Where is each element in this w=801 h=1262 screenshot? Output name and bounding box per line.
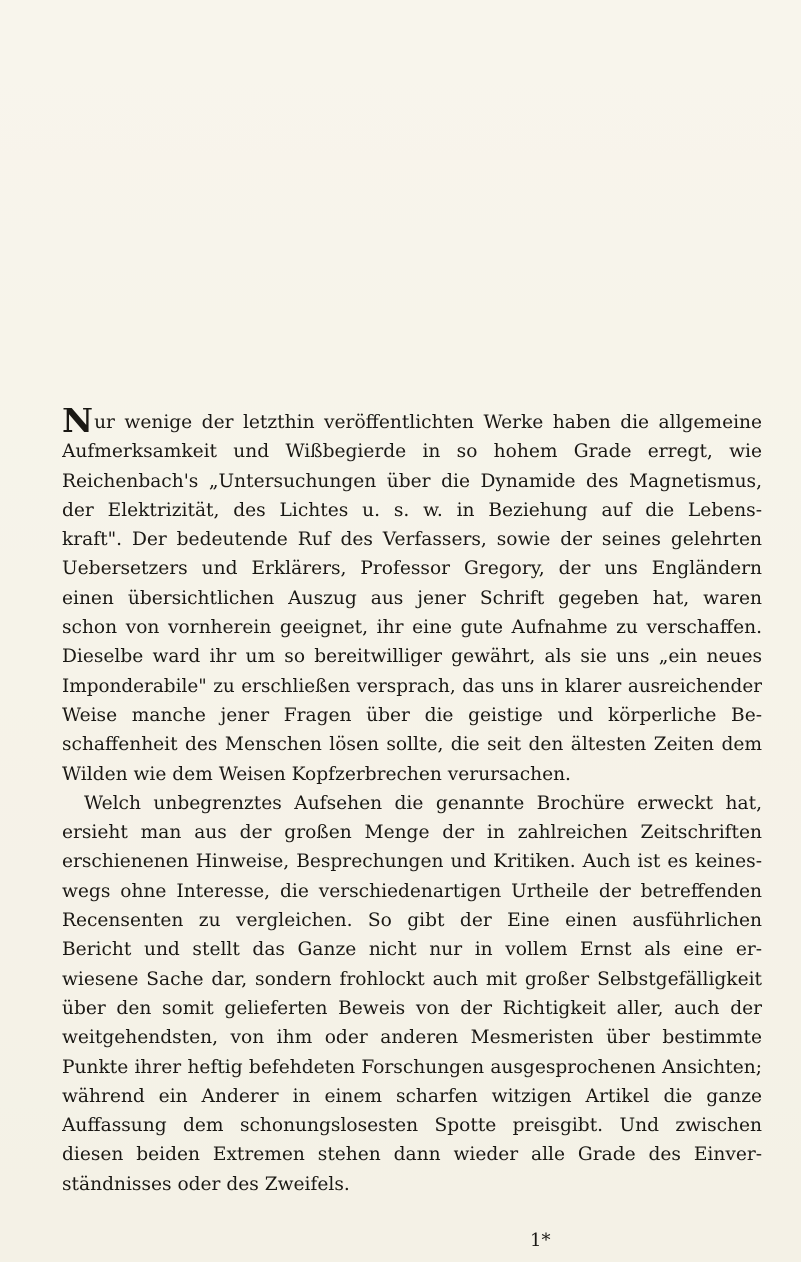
text-line-14: Welch unbegrenztes Aufsehen die genannte Brochüre erweckt hat, xyxy=(84,792,762,814)
text-line-24: während ein Anderer in einem scharfen witzigen Artikel die ganze xyxy=(62,1085,762,1107)
text-line-21: über den somit gelieferten Beweis von der Richtigkeit aller, auch der xyxy=(62,997,762,1019)
signature-mark: 1* xyxy=(530,1230,551,1251)
text-line-4: der Elektrizität, des Lichtes u. s. w. in Beziehung auf die Lebens- xyxy=(62,499,762,521)
text-line-26: diesen beiden Extremen stehen dann wieder alle Grade des Einver- xyxy=(62,1144,762,1166)
text-line-2: Aufmerksamkeit und Wißbegierde in so hohem Grade erregt, wie xyxy=(62,441,762,463)
text-line-3: Reichenbach's „Untersuchungen über die Dynamide des Magnetismus, xyxy=(62,470,762,492)
text-line-22: weitgehendsten, von ihm oder anderen Mesmeristen über bestimmte xyxy=(62,1027,762,1049)
text-line-11: Weise manche jener Fragen über die geistige und körperliche Be- xyxy=(62,704,762,726)
text-line-25: Auffassung dem schonungslosesten Spotte preisgibt. Und zwischen xyxy=(62,1115,762,1137)
text-line-16: erschienenen Hinweise, Besprechungen und Kritiken. Auch ist es keines- xyxy=(62,851,762,873)
text-line-17: wegs ohne Interesse, die verschiedenartigen Urtheile der betreffenden xyxy=(62,880,762,902)
text-line-20: wiesene Sache dar, sondern frohlockt auch mit großer Selbstgefälligkeit xyxy=(62,968,762,990)
text-line-6: Uebersetzers und Erklärers, Professor Gregory, der uns Engländern xyxy=(62,558,762,580)
text-line-12: schaffenheit des Menschen lösen sollte, die seit den ältesten Zeiten dem xyxy=(62,734,762,756)
text-line-19: Bericht und stellt das Ganze nicht nur in vollem Ernst als eine er- xyxy=(62,939,762,961)
text-line-1: Nur wenige der letzthin veröffentlichten Werke haben die allgemeine xyxy=(62,408,762,437)
text-line-23: Punkte ihrer heftig befehdeten Forschungen ausgesprochenen Ansichten; xyxy=(62,1056,762,1078)
text-line-9: Dieselbe ward ihr um so bereitwilliger gewährt, als sie uns „ein neues xyxy=(62,646,762,668)
drop-initial: N xyxy=(62,408,94,438)
text-line-15: ersieht man aus der großen Menge der in zahlreichen Zeitschriften xyxy=(62,822,762,844)
text-line-13: Wilden wie dem Weisen Kopfzerbrechen verursachen. xyxy=(62,763,571,785)
text-line-7: einen übersichtlichen Auszug aus jener Schrift gegeben hat, waren xyxy=(62,587,762,609)
text-line-8: schon von vornherein geeignet, ihr eine gute Aufnahme zu verschaffen. xyxy=(62,617,762,639)
text-line-10: Imponderabile" zu erschließen versprach, das uns in klarer ausreichender xyxy=(62,675,762,697)
body-text xyxy=(62,408,762,1199)
text-line-5: kraft". Der bedeutende Ruf des Verfassers, sowie der seines gelehrten xyxy=(62,529,762,551)
text-line-27: ständnisses oder des Zweifels. xyxy=(62,1173,350,1195)
text-line-18: Recensenten zu vergleichen. So gibt der Eine einen ausführlichen xyxy=(62,910,762,932)
